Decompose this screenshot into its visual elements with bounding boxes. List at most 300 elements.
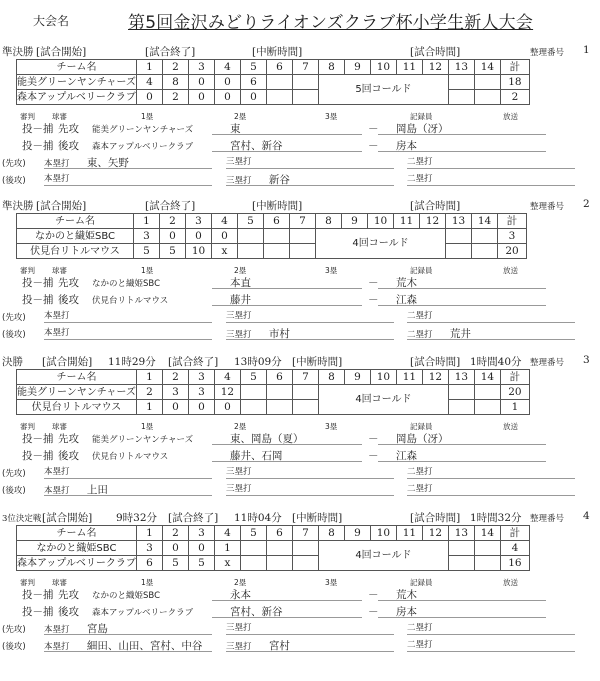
battery-label: 投－捕 bbox=[22, 433, 54, 445]
team-name: なかのと繊姫SBC bbox=[17, 229, 134, 244]
interrupt-label: [中断時間] bbox=[252, 46, 303, 58]
inning-header: 1 bbox=[136, 60, 162, 75]
side-label: (先攻) bbox=[2, 625, 26, 635]
first-base-umpire-label: 1塁 bbox=[141, 266, 154, 275]
inning-header: 14 bbox=[474, 60, 500, 75]
battery-team: なかのと織姫SBC bbox=[92, 591, 161, 601]
inning-header: 5 bbox=[240, 60, 266, 75]
inning-score: x bbox=[214, 556, 240, 571]
inning-header: 10 bbox=[370, 370, 396, 385]
inning-header: 6 bbox=[266, 526, 292, 541]
order-label: 後攻 bbox=[58, 606, 79, 618]
inning-score bbox=[240, 541, 266, 556]
inning-header: 3 bbox=[188, 60, 214, 75]
inning-score bbox=[448, 385, 474, 400]
inning-score: 0 bbox=[188, 75, 214, 90]
catcher-names: 岡島（冴） bbox=[378, 431, 546, 445]
order-label: 後攻 bbox=[58, 140, 79, 152]
round-label: 3位決定戦 bbox=[2, 514, 42, 524]
inning-header: 4 bbox=[212, 214, 238, 229]
triple-label: 三塁打 bbox=[226, 623, 252, 633]
triple-names: 新谷 bbox=[268, 174, 290, 186]
inning-score bbox=[474, 541, 500, 556]
inning-header: 13 bbox=[448, 526, 474, 541]
catcher-names: 荒木 bbox=[378, 275, 546, 289]
battery-team: 伏見台リトルマウス bbox=[92, 296, 169, 306]
inning-score bbox=[292, 556, 318, 571]
inning-header: 11 bbox=[396, 370, 422, 385]
team-total: 2 bbox=[500, 90, 529, 105]
document-header bbox=[0, 0, 600, 40]
catcher-names: 房本 bbox=[378, 604, 546, 618]
inning-score bbox=[264, 244, 290, 259]
battery-dash: － bbox=[368, 450, 379, 462]
side-label: (後攻) bbox=[2, 486, 26, 496]
inning-score bbox=[240, 556, 266, 571]
inning-score bbox=[446, 229, 472, 244]
triple-names: 宮村 bbox=[268, 640, 290, 652]
game-number: 3 bbox=[583, 354, 590, 366]
recorder-label: 記録員 bbox=[410, 578, 433, 587]
score-table bbox=[16, 59, 530, 105]
double-label: 二塁打 bbox=[407, 330, 433, 340]
double-label: 二塁打 bbox=[407, 640, 433, 650]
inning-score bbox=[448, 75, 474, 90]
inning-header: 13 bbox=[446, 214, 472, 229]
called-game-note: 4回コールド bbox=[318, 385, 448, 415]
duration-label: [試合時間] bbox=[410, 356, 461, 368]
team-score-row bbox=[17, 90, 530, 105]
home-run-field bbox=[44, 172, 212, 186]
score-header-row bbox=[17, 60, 530, 75]
inning-header: 9 bbox=[344, 526, 370, 541]
inning-header: 5 bbox=[240, 370, 266, 385]
battery-row bbox=[0, 587, 600, 602]
inning-header: 12 bbox=[422, 60, 448, 75]
inning-score: 0 bbox=[186, 229, 212, 244]
order-label: 先攻 bbox=[58, 123, 79, 135]
inning-header: 3 bbox=[188, 526, 214, 541]
team-name: 能美グリーンヤンチャーズ bbox=[17, 76, 136, 88]
inning-header: 4 bbox=[214, 526, 240, 541]
game-block bbox=[0, 44, 600, 186]
inning-header: 9 bbox=[342, 214, 368, 229]
duration-label: [試合時間] bbox=[410, 512, 461, 524]
side-label: (後攻) bbox=[2, 330, 26, 340]
inning-header: 4 bbox=[214, 60, 240, 75]
triple-field bbox=[226, 638, 394, 652]
battery-label: 投－捕 bbox=[22, 450, 54, 462]
start-label: [試合開始] bbox=[36, 46, 87, 58]
inning-score bbox=[238, 229, 264, 244]
home-run-label: 本塁打 bbox=[44, 642, 70, 652]
inning-header: 1 bbox=[136, 526, 162, 541]
inning-header: 10 bbox=[368, 214, 394, 229]
inning-score: 0 bbox=[214, 75, 240, 90]
inning-header: 8 bbox=[316, 214, 342, 229]
called-game-note: 4回コールド bbox=[318, 541, 448, 571]
inning-header: 3 bbox=[186, 214, 212, 229]
recorder-label: 記録員 bbox=[410, 112, 433, 121]
extra-base-hits-row bbox=[0, 309, 600, 324]
extra-base-hits-row bbox=[0, 465, 600, 480]
game-block bbox=[0, 510, 600, 652]
pitcher-names: 宮村、新谷 bbox=[212, 138, 362, 152]
home-run-names: 宮島 bbox=[86, 623, 108, 635]
triple-label: 三塁打 bbox=[226, 467, 252, 477]
inning-score bbox=[448, 90, 474, 105]
extra-base-hits-row bbox=[0, 638, 600, 653]
inning-score: 0 bbox=[188, 90, 214, 105]
round-label: 準決勝 bbox=[2, 200, 34, 212]
umpire-label: 審判 bbox=[20, 422, 35, 431]
inning-header: 2 bbox=[162, 526, 188, 541]
pitcher-names: 永本 bbox=[212, 587, 362, 601]
triple-field bbox=[226, 172, 394, 186]
inning-score: 5 bbox=[188, 556, 214, 571]
total-header: 計 bbox=[498, 214, 527, 229]
inning-header: 14 bbox=[472, 214, 498, 229]
score-table bbox=[16, 369, 530, 415]
triple-label: 三塁打 bbox=[226, 176, 252, 186]
start-label: [試合開始] bbox=[42, 512, 93, 524]
third-base-umpire-label: 3塁 bbox=[325, 422, 338, 431]
inning-score: 3 bbox=[134, 229, 160, 244]
score-table bbox=[16, 525, 530, 571]
inning-header: 14 bbox=[474, 526, 500, 541]
inning-score: 5 bbox=[162, 556, 188, 571]
home-run-label: 本塁打 bbox=[44, 486, 70, 496]
game-block bbox=[0, 198, 600, 340]
battery-dash: － bbox=[368, 123, 379, 135]
team-name: なかのと織姫SBC bbox=[17, 541, 137, 556]
inning-score: 1 bbox=[136, 400, 162, 415]
pitcher-names: 藤井、石岡 bbox=[212, 448, 362, 462]
side-label: (先攻) bbox=[2, 313, 26, 323]
game-header bbox=[0, 44, 600, 59]
inning-header: 10 bbox=[370, 60, 396, 75]
order-label: 後攻 bbox=[58, 450, 79, 462]
inning-header: 7 bbox=[292, 60, 318, 75]
inning-score: 0 bbox=[212, 229, 238, 244]
battery-dash: － bbox=[368, 294, 379, 306]
pitcher-names: 本直 bbox=[212, 275, 362, 289]
home-run-label: 本塁打 bbox=[44, 625, 70, 635]
battery-dash: － bbox=[368, 589, 379, 601]
battery-label: 投－捕 bbox=[22, 277, 54, 289]
duration-label: [試合時間] bbox=[410, 200, 461, 212]
inning-score bbox=[472, 229, 498, 244]
double-field bbox=[407, 482, 575, 496]
inning-score: 0 bbox=[214, 400, 240, 415]
score-header-row bbox=[17, 214, 527, 229]
triple-names: 市村 bbox=[268, 328, 290, 340]
home-run-names: 東、矢野 bbox=[86, 157, 129, 169]
first-base-umpire-label: 1塁 bbox=[141, 112, 154, 121]
inning-score bbox=[266, 400, 292, 415]
team-total: 4 bbox=[500, 541, 529, 556]
end-label: [試合終了] bbox=[168, 512, 219, 524]
inning-score bbox=[240, 385, 266, 400]
game-header bbox=[0, 198, 600, 213]
inning-header: 6 bbox=[266, 60, 292, 75]
score-header-row bbox=[17, 526, 530, 541]
inning-header: 2 bbox=[160, 214, 186, 229]
end-label: [試合終了] bbox=[145, 200, 196, 212]
broadcast-label: 放送 bbox=[503, 422, 518, 431]
inning-score bbox=[292, 541, 318, 556]
score-table bbox=[16, 213, 527, 259]
round-label: 準決勝 bbox=[2, 46, 34, 58]
interrupt-label: [中断時間] bbox=[292, 512, 343, 524]
extra-base-hits-row bbox=[0, 172, 600, 187]
end-label: [試合終了] bbox=[168, 356, 219, 368]
triple-field bbox=[226, 465, 394, 479]
triple-label: 三塁打 bbox=[226, 642, 252, 652]
triple-field bbox=[226, 309, 394, 323]
triple-field bbox=[226, 155, 394, 169]
team-name: 森本アップルベリークラブ bbox=[17, 557, 136, 569]
home-run-field bbox=[44, 309, 212, 323]
team-total: 18 bbox=[500, 75, 529, 90]
home-run-names: 細田、山田、宮村、中谷 bbox=[86, 640, 203, 652]
inning-header: 11 bbox=[396, 60, 422, 75]
battery-label: 投－捕 bbox=[22, 589, 54, 601]
total-header: 計 bbox=[500, 60, 529, 75]
inning-header: 6 bbox=[264, 214, 290, 229]
double-field bbox=[407, 465, 575, 479]
duration-time: 1時間32分 bbox=[470, 512, 522, 524]
inning-score: 1 bbox=[214, 541, 240, 556]
inning-header: 8 bbox=[318, 60, 344, 75]
double-field bbox=[407, 621, 575, 635]
double-field bbox=[407, 326, 575, 340]
inning-header: 13 bbox=[448, 60, 474, 75]
extra-base-hits-row bbox=[0, 621, 600, 636]
broadcast-label: 放送 bbox=[503, 112, 518, 121]
order-label: 先攻 bbox=[58, 277, 79, 289]
home-run-names: 上田 bbox=[86, 484, 108, 496]
battery-row bbox=[0, 275, 600, 290]
team-score-row bbox=[17, 229, 527, 244]
home-run-field bbox=[44, 155, 212, 169]
first-base-umpire-label: 1塁 bbox=[141, 578, 154, 587]
team-score-row bbox=[17, 385, 530, 400]
end-label: [試合終了] bbox=[145, 46, 196, 58]
battery-team: 伏見台リトルマウス bbox=[92, 452, 169, 462]
inning-score bbox=[266, 385, 292, 400]
inning-score bbox=[290, 229, 316, 244]
home-run-field bbox=[44, 638, 212, 652]
end-time: 11時04分 bbox=[234, 512, 282, 524]
inning-score: 3 bbox=[188, 385, 214, 400]
inning-score bbox=[292, 75, 318, 90]
inning-header: 2 bbox=[162, 370, 188, 385]
inning-header: 9 bbox=[344, 60, 370, 75]
catcher-names: 江森 bbox=[378, 292, 546, 306]
double-label: 二塁打 bbox=[407, 311, 433, 321]
team-total: 3 bbox=[498, 229, 527, 244]
duration-time: 1時間40分 bbox=[470, 356, 522, 368]
inning-header: 9 bbox=[344, 370, 370, 385]
triple-label: 三塁打 bbox=[226, 330, 252, 340]
triple-label: 三塁打 bbox=[226, 484, 252, 494]
team-name: 伏見台リトルマウス bbox=[17, 400, 137, 415]
double-field bbox=[407, 172, 575, 186]
battery-label: 投－捕 bbox=[22, 606, 54, 618]
plate-umpire-label: 球審 bbox=[52, 266, 67, 275]
inning-score bbox=[290, 244, 316, 259]
game-number: 2 bbox=[583, 198, 590, 210]
battery-dash: － bbox=[368, 606, 379, 618]
home-run-label: 本塁打 bbox=[44, 159, 70, 169]
battery-row bbox=[0, 138, 600, 153]
start-time: 9時32分 bbox=[116, 512, 158, 524]
team-name-header: チーム名 bbox=[17, 526, 137, 541]
double-label: 二塁打 bbox=[407, 157, 433, 167]
home-run-label: 本塁打 bbox=[44, 311, 70, 321]
inning-score bbox=[266, 556, 292, 571]
double-field bbox=[407, 638, 575, 652]
seiri-label: 整理番号 bbox=[530, 358, 565, 368]
inning-score: 5 bbox=[160, 244, 186, 259]
inning-score bbox=[474, 400, 500, 415]
battery-label: 投－捕 bbox=[22, 294, 54, 306]
side-label: (後攻) bbox=[2, 642, 26, 652]
battery-team: 能美グリーンヤンチャーズ bbox=[92, 435, 194, 445]
inning-header: 11 bbox=[394, 214, 420, 229]
battery-row bbox=[0, 121, 600, 136]
seiri-label: 整理番号 bbox=[530, 514, 565, 524]
seiri-label: 整理番号 bbox=[530, 202, 565, 212]
inning-score bbox=[448, 556, 474, 571]
team-score-row bbox=[17, 556, 530, 571]
double-names: 荒井 bbox=[449, 328, 471, 340]
umpire-label: 審判 bbox=[20, 112, 35, 121]
inning-score bbox=[472, 244, 498, 259]
umpire-label: 審判 bbox=[20, 266, 35, 275]
inning-score: 3 bbox=[162, 385, 188, 400]
home-run-label: 本塁打 bbox=[44, 467, 70, 477]
team-name: 森本アップルベリークラブ bbox=[17, 91, 136, 103]
inning-header: 5 bbox=[238, 214, 264, 229]
inning-score: 8 bbox=[162, 75, 188, 90]
triple-field bbox=[226, 621, 394, 635]
inning-score bbox=[474, 385, 500, 400]
inning-header: 12 bbox=[420, 214, 446, 229]
catcher-names: 房本 bbox=[378, 138, 546, 152]
battery-label: 投－捕 bbox=[22, 123, 54, 135]
inning-header: 11 bbox=[396, 526, 422, 541]
inning-header: 7 bbox=[290, 214, 316, 229]
called-game-note: 5回コールド bbox=[318, 75, 448, 105]
home-run-field bbox=[44, 621, 212, 635]
team-name-header: チーム名 bbox=[17, 214, 134, 229]
inning-header: 1 bbox=[136, 370, 162, 385]
inning-score: 12 bbox=[214, 385, 240, 400]
game-number: 1 bbox=[583, 44, 590, 56]
triple-field bbox=[226, 326, 394, 340]
inning-score: 0 bbox=[160, 229, 186, 244]
inning-header: 1 bbox=[134, 214, 160, 229]
double-field bbox=[407, 155, 575, 169]
first-base-umpire-label: 1塁 bbox=[141, 422, 154, 431]
plate-umpire-label: 球審 bbox=[52, 578, 67, 587]
double-label: 二塁打 bbox=[407, 467, 433, 477]
pitcher-names: 藤井 bbox=[212, 292, 362, 306]
team-total: 20 bbox=[500, 385, 529, 400]
battery-team: 森本アップルベリークラブ bbox=[92, 608, 194, 618]
home-run-field bbox=[44, 465, 212, 479]
inning-header: 5 bbox=[240, 526, 266, 541]
inning-score bbox=[238, 244, 264, 259]
inning-score bbox=[240, 400, 266, 415]
inning-score: 2 bbox=[136, 385, 162, 400]
inning-header: 2 bbox=[162, 60, 188, 75]
start-label: [試合開始] bbox=[36, 200, 87, 212]
third-base-umpire-label: 3塁 bbox=[325, 578, 338, 587]
inning-score bbox=[292, 90, 318, 105]
inning-score: 0 bbox=[136, 90, 162, 105]
order-label: 先攻 bbox=[58, 433, 79, 445]
triple-label: 三塁打 bbox=[226, 311, 252, 321]
second-base-umpire-label: 2塁 bbox=[234, 112, 247, 121]
battery-dash: － bbox=[368, 140, 379, 152]
plate-umpire-label: 球審 bbox=[52, 422, 67, 431]
side-label: (後攻) bbox=[2, 176, 26, 186]
inning-header: 13 bbox=[448, 370, 474, 385]
game-number: 4 bbox=[583, 510, 590, 522]
plate-umpire-label: 球審 bbox=[52, 112, 67, 121]
broadcast-label: 放送 bbox=[503, 578, 518, 587]
team-name: 伏見台リトルマウス bbox=[17, 244, 134, 259]
third-base-umpire-label: 3塁 bbox=[325, 112, 338, 121]
second-base-umpire-label: 2塁 bbox=[234, 266, 247, 275]
round-label: 決勝 bbox=[2, 356, 23, 368]
inning-score bbox=[474, 556, 500, 571]
team-score-row bbox=[17, 244, 527, 259]
inning-score: 6 bbox=[136, 556, 162, 571]
double-field bbox=[407, 309, 575, 323]
inning-score bbox=[474, 90, 500, 105]
double-label: 二塁打 bbox=[407, 174, 433, 184]
inning-score: 5 bbox=[134, 244, 160, 259]
team-score-row bbox=[17, 75, 530, 90]
pitcher-names: 東 bbox=[212, 121, 362, 135]
triple-label: 三塁打 bbox=[226, 157, 252, 167]
inning-score bbox=[448, 400, 474, 415]
triple-field bbox=[226, 482, 394, 496]
battery-label: 投－捕 bbox=[22, 140, 54, 152]
game-header bbox=[0, 510, 600, 525]
called-game-note: 4回コールド bbox=[316, 229, 446, 259]
battery-row bbox=[0, 431, 600, 446]
start-time: 11時29分 bbox=[108, 356, 156, 368]
third-base-umpire-label: 3塁 bbox=[325, 266, 338, 275]
inning-score: 0 bbox=[214, 90, 240, 105]
inning-score bbox=[474, 75, 500, 90]
score-header-row bbox=[17, 370, 530, 385]
inning-header: 8 bbox=[318, 370, 344, 385]
extra-base-hits-row bbox=[0, 155, 600, 170]
umpire-label: 審判 bbox=[20, 578, 35, 587]
inning-score bbox=[266, 75, 292, 90]
battery-team: なかのと繊姫SBC bbox=[92, 279, 161, 289]
order-label: 後攻 bbox=[58, 294, 79, 306]
team-name-header: チーム名 bbox=[17, 370, 137, 385]
team-score-row bbox=[17, 400, 530, 415]
extra-base-hits-row bbox=[0, 482, 600, 497]
